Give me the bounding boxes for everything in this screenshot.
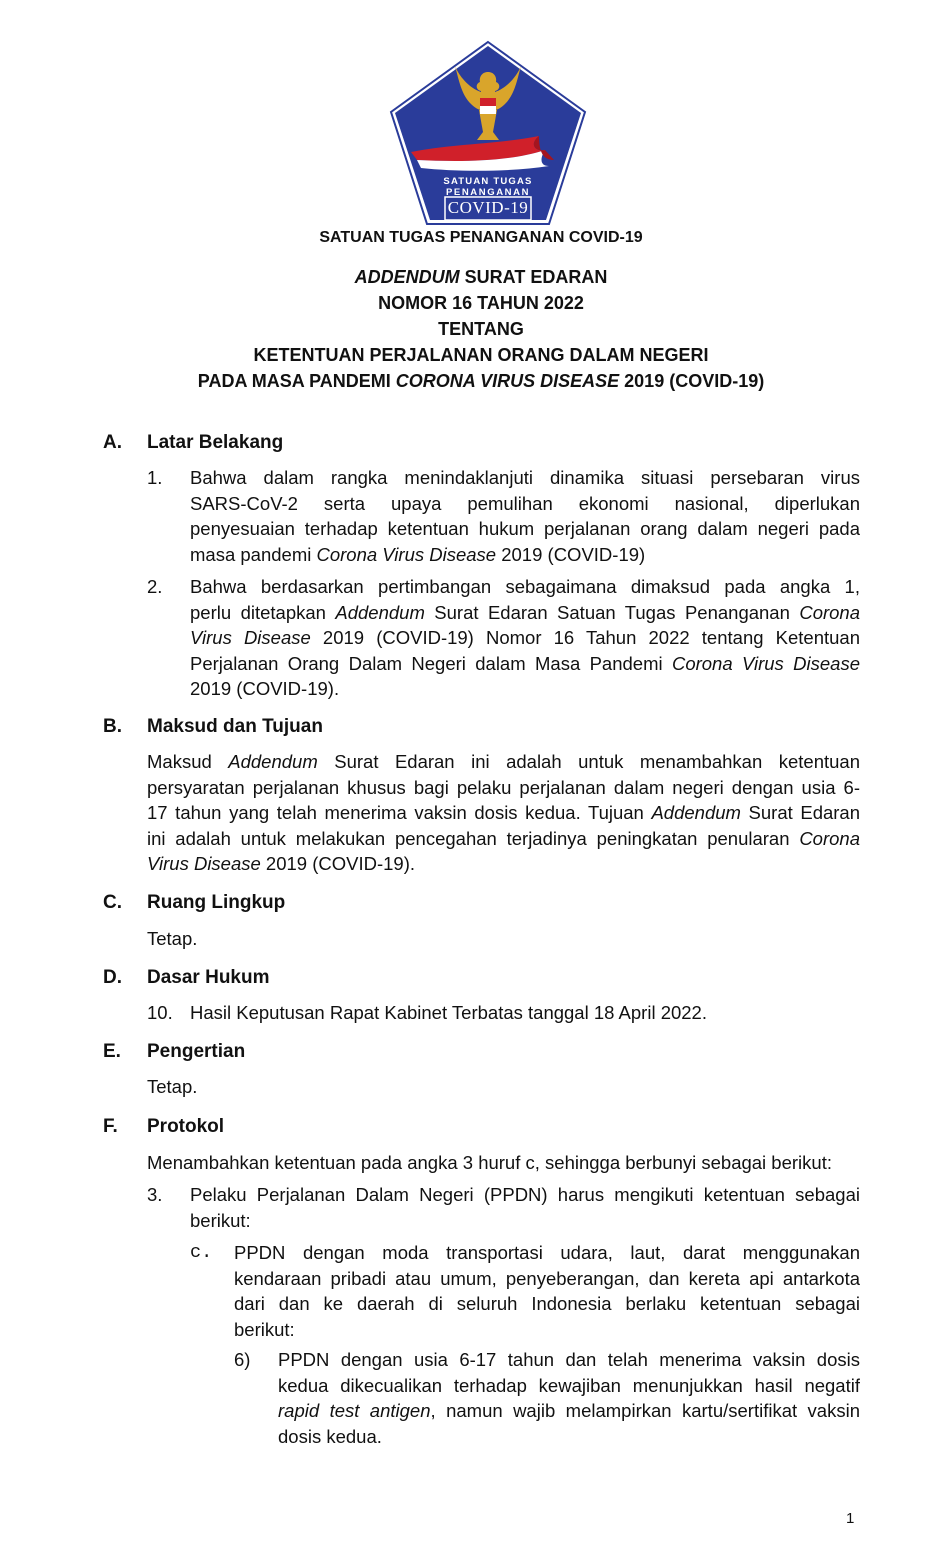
title-italic: ADDENDUM <box>354 267 460 287</box>
section-a-title: Latar Belakang <box>147 432 284 453</box>
line: Pelaku Perjalanan Dalam Negeri (PPDN) harus mengikuti ketentuan sebagai <box>190 1184 860 1205</box>
text: masa pandemi <box>190 543 317 565</box>
section-c-letter: C. <box>103 892 122 913</box>
text: 2019 (COVID-19). <box>260 853 416 874</box>
line: berikut: <box>234 1318 295 1340</box>
document-subject-line1: KETENTUAN PERJALANAN ORANG DALAM NEGERI <box>253 345 709 365</box>
text-italic: Corona Virus Disease <box>316 543 497 565</box>
logo-text-line3: COVID-19 <box>447 198 529 217</box>
line: penyesuaian terhadap ketentuan hukum perjalanan orang dalam negeri pada <box>190 518 860 539</box>
text-italic: Corona <box>799 827 860 849</box>
section-a-item2-text <box>190 574 860 702</box>
text: Surat Edaran <box>740 802 860 823</box>
section-a-item2-number: 2. <box>147 576 163 597</box>
logo-text-line2: PENANGANAN <box>445 187 531 198</box>
line: PPDN dengan moda transportasi udara, laut, darat menggunakan <box>234 1242 860 1263</box>
text-italic: Virus Disease <box>147 853 261 874</box>
text-italic: Addendum <box>335 601 425 623</box>
section-b-letter: B. <box>103 716 122 737</box>
document-subject-line2 <box>0 371 950 392</box>
section-f-item-c-letter: c. <box>190 1242 213 1263</box>
text: Perjalanan Orang Dalam Negeri dalam Masa Pandemi <box>190 652 672 674</box>
line: SARS-CoV-2 serta upaya pemulihan ekonomi nasional, diperlukan <box>190 492 860 514</box>
text: Maksud <box>147 751 229 772</box>
section-e-text: Tetap. <box>147 1076 198 1097</box>
line <box>190 600 860 626</box>
line: persyaratan perjalanan khusus bagi pelaku perjalanan dalam negeri dengan usia 6- <box>147 776 860 798</box>
document-number: NOMOR 16 TAHUN 2022 <box>378 293 584 313</box>
text: perlu ditetapkan <box>190 601 336 623</box>
line <box>147 800 860 826</box>
subject2-italic: CORONA VIRUS DISEASE <box>395 371 620 391</box>
text-italic: rapid test antigen <box>278 1400 431 1421</box>
section-f-item3-text <box>190 1182 860 1233</box>
section-f-item3-number: 3. <box>147 1184 163 1205</box>
text: ini adalah untuk melakukan pencegahan terjadinya peningkatan penularan <box>147 827 800 849</box>
text: 2019 (COVID-19) <box>496 543 646 565</box>
title-rest: SURAT EDARAN <box>459 267 608 287</box>
line <box>190 625 860 651</box>
section-f-item-6-text <box>278 1347 860 1449</box>
line: 2019 (COVID-19). <box>190 678 340 699</box>
section-b-text <box>147 749 860 877</box>
document-about: TENTANG <box>438 319 524 339</box>
logo-text-line1: SATUAN TUGAS <box>443 176 533 187</box>
section-f-intro: Menambahkan ketentuan pada angka 3 huruf c, sehingga berbunyi sebagai berikut: <box>147 1152 832 1173</box>
section-d-text: Hasil Keputusan Rapat Kabinet Terbatas tanggal 18 April 2022. <box>190 1002 707 1023</box>
section-d-title: Dasar Hukum <box>147 967 270 988</box>
page-number: 1 <box>846 1510 855 1527</box>
line <box>278 1398 860 1424</box>
line: Bahwa dalam rangka menindaklanjuti dinamika situasi persebaran virus <box>190 467 860 488</box>
section-e-title: Pengertian <box>147 1041 246 1062</box>
line <box>147 826 860 852</box>
text: Surat Edaran Satuan Tugas Penanganan <box>424 601 800 623</box>
section-d-letter: D. <box>103 967 122 988</box>
text-italic: Virus Disease <box>190 627 311 648</box>
organization-name: SATUAN TUGAS PENANGANAN COVID-19 <box>319 229 643 246</box>
text: Surat Edaran ini adalah untuk menambahkan ketentuan <box>317 751 860 772</box>
section-f-letter: F. <box>103 1116 118 1137</box>
line <box>147 851 860 877</box>
section-f-item-6-number: 6) <box>234 1349 251 1370</box>
section-e-letter: E. <box>103 1041 121 1062</box>
section-a-item1-number: 1. <box>147 467 163 488</box>
subject2-b: 2019 (COVID-19) <box>619 371 765 391</box>
text: 2019 (COVID-19) Nomor 16 Tahun 2022 tentang Ketentuan <box>310 627 860 648</box>
text-italic: Addendum <box>651 802 741 823</box>
satgas-logo <box>389 40 587 226</box>
text-italic: Corona Virus Disease <box>671 652 860 674</box>
section-b-title: Maksud dan Tujuan <box>147 716 323 737</box>
line: kendaraan pribadi atau umum, penyeberangan, dan kereta api antarkota <box>234 1267 860 1289</box>
section-f-item-c-text <box>234 1240 860 1342</box>
section-c-text: Tetap. <box>147 928 198 949</box>
text: 17 tahun yang telah menerima vaksin dosis kedua. Tujuan <box>147 802 652 823</box>
line: Bahwa berdasarkan pertimbangan sebagaimana dimaksud pada angka 1, <box>190 576 860 597</box>
line <box>190 542 860 568</box>
line: PPDN dengan usia 6-17 tahun dan telah menerima vaksin dosis <box>278 1349 860 1370</box>
section-d-number: 10. <box>147 1002 173 1023</box>
line <box>147 749 860 775</box>
section-f-title: Protokol <box>147 1116 225 1137</box>
text-italic: Corona <box>799 601 860 623</box>
line: dosis kedua. <box>278 1425 382 1447</box>
text: , namun wajib melampirkan kartu/sertifikat vaksin <box>430 1400 860 1421</box>
document-title <box>0 267 950 288</box>
line <box>190 651 860 677</box>
section-c-title: Ruang Lingkup <box>147 892 286 913</box>
line: kedua dikecualikan terhadap kewajiban menunjukkan hasil negatif <box>278 1374 860 1396</box>
line: berikut: <box>190 1209 251 1231</box>
text-italic: Addendum <box>228 751 318 772</box>
line: dari dan ke daerah di seluruh Indonesia berlaku ketentuan sebagai <box>234 1293 860 1314</box>
section-a-letter: A. <box>103 432 122 453</box>
section-a-item1-text <box>190 465 860 567</box>
subject2-a: PADA MASA PANDEMI <box>197 371 396 391</box>
